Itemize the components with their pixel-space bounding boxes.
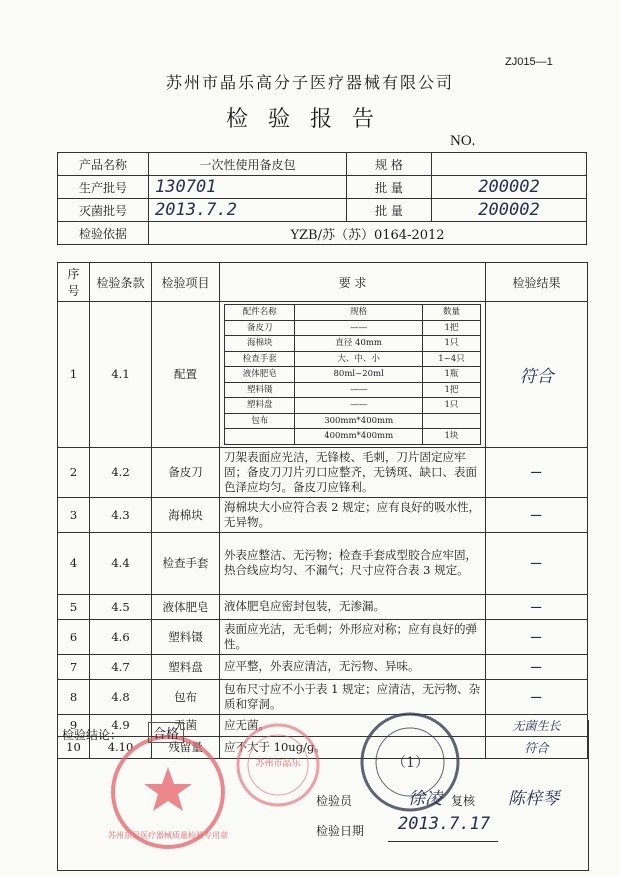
parts-row [225,429,481,445]
part-spec: 300mm*400mm [295,413,423,429]
spec-label: 规 格 [347,153,432,176]
qty-value-2: 200002 [432,199,587,222]
row-clause: 4.3 [90,497,152,532]
row-item: 包布 [152,679,220,714]
row-result: 符合 [486,736,588,758]
parts-row [225,398,481,414]
parts-header-spec: 规格 [295,305,423,321]
row-result: 符合 [486,302,588,448]
header-table [57,152,587,245]
row-no: 7 [58,654,90,679]
col-header-clause: 检验条款 [90,263,152,302]
inspection-date-label: 检验日期 [316,824,365,838]
row-no: 6 [58,619,90,654]
date-underline [388,841,498,842]
row-no: 4 [58,532,90,594]
report-title: 检验报告 [225,107,394,132]
row-result: 无菌生长 [486,714,588,736]
part-name: 包布 [225,413,295,429]
part-qty: 1~4只 [422,351,480,367]
part-qty [422,413,480,429]
parts-cell [220,302,486,448]
qty-label-2: 批 量 [347,199,432,222]
row-clause: 4.9 [90,714,152,736]
part-spec: 直径 40mm [295,336,423,352]
part-spec: —— [295,398,423,414]
row-result: — [486,532,588,594]
row-requirement: 应不大于 10ug/g。 [220,736,486,758]
qty-label-1: 批 量 [347,176,432,199]
steril-batch: 2013.7.2 [149,199,347,222]
row-requirement: 海棉块大小应符合表 2 规定；应有良好的吸水性，无异物。 [220,497,486,532]
part-name: 液体肥皂 [225,367,295,383]
reviewer-signature: 陈梓琴 [508,789,559,809]
row-no: 9 [58,714,90,736]
col-header-requirement: 要 求 [220,263,486,302]
part-qty: 1瓶 [422,367,480,383]
parts-list [224,304,481,445]
row-item: 液体肥皂 [152,594,220,619]
prod-batch: 130701 [149,176,347,199]
row-no: 3 [58,497,90,532]
parts-row [225,382,481,398]
table-row [58,302,588,448]
row-requirement: 包布尺寸应不小于表 1 规定；应清洁，无污物、杂质和穿洞。 [220,679,486,714]
red-seal-text: 苏州东吴医疗器械质量检验专用章 [108,831,228,840]
row-item: 无菌 [152,714,220,736]
row-clause: 4.6 [90,619,152,654]
inspector-label: 检验员 [316,794,353,808]
row-no: 5 [58,594,90,619]
product-name-label: 产品名称 [58,153,149,176]
row-clause: 4.8 [90,679,152,714]
row-requirement: 应平整，外表应清洁，无污物、异味。 [220,654,486,679]
part-spec: —— [295,382,423,398]
part-spec: 大、中、小 [295,351,423,367]
parts-row [225,320,481,336]
row-clause: 4.7 [90,654,152,679]
table-row [58,654,588,679]
part-qty: 1只 [422,398,480,414]
table-row [58,619,588,654]
row-requirement: 液体肥皂应密封包装，无渗漏。 [220,594,486,619]
part-name: 塑料盘 [225,398,295,414]
basis-label: 检验依据 [58,222,149,245]
row-result: — [486,679,588,714]
part-qty: 1把 [422,382,480,398]
conclusion-value: 合格 [148,722,184,743]
row-result: — [486,447,588,497]
parts-row [225,351,481,367]
row-clause: 4.4 [90,532,152,594]
reviewer-label: 复核 [451,794,476,808]
steril-batch-label: 灭菌批号 [58,199,149,222]
part-spec: 400mm*400mm [295,429,423,445]
row-requirement: 刀架表面应光洁，无锋棱、毛刺，刀片固定应牢固；备皮刀刀片刃口应整齐，无锈斑、缺口、表面色泽应均匀。备皮刀应锋利。 [220,447,486,497]
company-name: 苏州市晶乐高分子医疗器械有限公司 [165,73,454,92]
row-clause: 4.10 [90,736,152,758]
inspector-signature: 徐凌 [408,789,442,809]
parts-header-name: 配件名称 [225,305,295,321]
part-spec: —— [295,320,423,336]
row-item: 配置 [152,302,220,448]
col-header-result: 检验结果 [486,263,588,302]
report-number-label: NO. [450,133,476,149]
row-clause: 4.1 [90,302,152,448]
part-name [225,429,295,445]
table-row [58,497,588,532]
parts-header-qty: 数量 [422,305,480,321]
col-header-no: 序号 [58,263,90,302]
table-row [58,594,588,619]
row-item: 检查手套 [152,532,220,594]
row-no: 2 [58,447,90,497]
inspection-seal-number: （1） [392,755,429,771]
row-item: 海棉块 [152,497,220,532]
row-requirement: 外表应整洁、无污物；检查手套成型胶合应牢固，热合线应均匀、不漏气；尺寸应符合表 3 规定。 [220,532,486,594]
inspection-date-value: 2013.7.17 [398,814,491,834]
parts-row [225,413,481,429]
table-row [58,679,588,714]
conclusion-label: 检验结论： [62,728,123,742]
conclusion-section [57,720,589,871]
row-item: 备皮刀 [152,447,220,497]
part-name: 塑料镊 [225,382,295,398]
row-item: 残留量 [152,736,220,758]
parts-row [225,336,481,352]
form-code: ZJ015—1 [505,56,553,68]
row-item: 塑料镊 [152,619,220,654]
table-row [58,447,588,497]
part-spec: 80ml~20ml [295,367,423,383]
row-clause: 4.2 [90,447,152,497]
qty-value-1: 200002 [432,176,587,199]
spec-value [432,153,587,176]
product-name: 一次性使用备皮包 [149,153,347,176]
part-qty: 1块 [422,429,480,445]
part-qty: 1只 [422,336,480,352]
basis-value: YZB/苏（苏）0164-2012 [149,222,587,245]
row-clause: 4.5 [90,594,152,619]
row-item: 塑料盘 [152,654,220,679]
row-result: — [486,654,588,679]
row-result: — [486,619,588,654]
parts-row [225,367,481,383]
row-result: — [486,497,588,532]
table-row [58,532,588,594]
row-no: 1 [58,302,90,448]
row-no: 10 [58,736,90,758]
company-seal-text: 苏州市晶乐 [255,759,301,769]
row-no: 8 [58,679,90,714]
prod-batch-label: 生产批号 [58,176,149,199]
col-header-item: 检验项目 [152,263,220,302]
row-requirement: 应无菌。 [220,714,486,736]
part-name: 海棉块 [225,336,295,352]
part-name: 检查手套 [225,351,295,367]
table-header-row [58,263,588,302]
part-qty: 1把 [422,320,480,336]
part-name: 备皮刀 [225,320,295,336]
inspection-table [57,262,588,759]
row-requirement: 表面应光洁，无毛刺；外形应对称；应有良好的弹性。 [220,619,486,654]
row-result: — [486,594,588,619]
